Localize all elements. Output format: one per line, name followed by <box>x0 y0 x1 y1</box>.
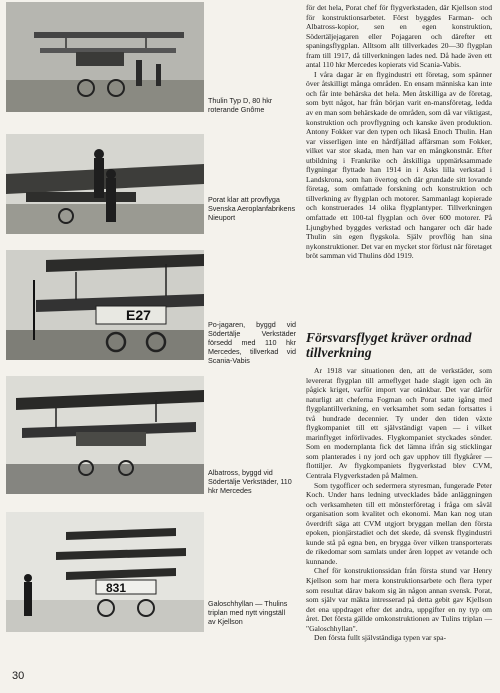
paragraph: I våra dagar är en flygindustri ett företag, som spänner över åtskilligt många områden. En ensam människa kan inte och får inte behärska det hela. Men åtskilliga av de företag, som bytt något, har från början varit en-mansföretag, ledda av en man som behärskade de områden, som då var viktigast, konstruktion och provflygning och kanske även produktion. Antony Fokker var den typen och likaså Enoch Thulin. Han var visserligen inte en hårdfjällad affärsman som Fokker, vilket var stor skada, men han var en mångkonstnär. Efter utbildning i Frankrike och åtskilliga uppmärksammade flygningar flyttade han 1914 in i Asks lilla verkstad i Landskrona, som han övertog och där grundade sitt lovande företag, som omfattade forskning och konstruktion och tillverkning av flygplan och motorer. Sammanlagt kopierade och konstruerades 14 olika flygplantyper. Tillverkningen omfattade ett 100-tal flygplan och över 600 motorer. På Ljungbyhed byggdes verkstad och hangarer och där hade Thulin sin egen flygskola. Själv provflög han sina nykonstruktioner. Det var en mycket stor förlust när företaget bröt samman vid Thulins död 1919. <box>306 69 492 261</box>
photo-thulin-typ-d <box>6 2 204 112</box>
biplane-photo-2 <box>6 134 204 234</box>
biplane-photo-1 <box>6 2 204 112</box>
section-heading: Försvarsflyget kräver ordnad tillverkning <box>306 330 472 360</box>
paragraph: för det hela, Porat chef för flygverkstaden, där Kjellson stod för konstruktionsarbetet. Först byggdes Farman- och Albatross-kopior, sen en egen konstruktion, Södertäljejagaren eller Pojagaren och därefter ett spaningsflygplan. Alltsom allt tillverkades 20—30 flygplan fram till 1917, då tillverkningen lades ned. Då hade även ett antal 110 hkr Mercedes kopierats vid Scania-Vabis. <box>306 3 492 70</box>
biplane-photo-3 <box>6 250 204 360</box>
biplane-photo-4 <box>6 376 204 494</box>
caption-2: Porat klar att provflyga Svenska Aeroplanfabrikens Nieuport <box>208 195 296 222</box>
article-column-bottom <box>306 366 492 643</box>
caption-1: Thulin Typ D, 80 hkr roterande Gnôme <box>208 96 273 114</box>
paragraph: Chef för konstruktionssidan från första stund var Henry Kjellson som har mera konstruktionsarbete och flera typer som resultat därav bakom sig än någon annan svensk. Porat, som själv var mäkta intresserad på detta gebit gav Kjellson det ena uppdraget efter det andra, uppgifter en ny typ om året. Det första gällde omkonstruktionen av Tulins triplan — "Galoschhyllan". <box>306 566 492 633</box>
svg-text:831: 831 <box>106 581 127 595</box>
svg-text:E27: E27 <box>126 307 151 323</box>
paragraph: Ar 1918 var situationen den, att de verkstäder, som levererat flygplan till armeflyget hade slagit igen och än pågick kriget, varför import var otänkbar. Det var därför naturligt att cheferna Fogman och Porat satte igång med flygplantillverkning, en verksamhet som sedan fortsattes i två hundrade decennier. Ty under den tiden växte flygkompaniet till ett självständigt vapen — i vilket marinflyget införlivades. Flygkompaniet styckades sönder. Som en modernplanta fick det lämna ifrån sig sticklingar som planterades i ny jord och gav upphov till flygkårer — flottiljer. Av flygkompaniets flygverkstad blev CVM, Centrala Flygverkstaden på Malmen. <box>306 366 492 481</box>
article-column-top <box>306 3 492 261</box>
caption-5: Galoschhyllan — Thulins triplan med nytt vingställ av Kjellson <box>208 599 288 626</box>
page-number: 30 <box>12 670 25 682</box>
photo-porat-nieuport <box>6 134 204 234</box>
photo-galoschhyllan <box>6 512 204 632</box>
photo-albatross <box>6 376 204 494</box>
triplane-photo-5 <box>6 512 204 632</box>
photo-po-jagaren <box>6 250 204 360</box>
paragraph: Den första fullt självständiga typen var spa- <box>314 633 447 643</box>
caption-4: Albatross, byggd vid Södertälje Verkstäder, 110 hkr Mercedes <box>208 468 292 495</box>
caption-3: Po-jagaren, byggd vid Södertälje Verkstäder försedd med 110 hkr Mercedes, tillverkad vid Scania-Vabis <box>208 320 296 365</box>
paragraph: Som tygofficer och sedermera styresman, fungerade Peter Koch. Under hans ledning utvecklades både anläggningen och verksamheten till ett mönsterföretag i fråga om såväl organisation som kvalitet och ekonomi. Man kan nog utan överdrift säga att CVM utgjort bryggan mellan den första epoken, pionjärstadiet och det skede, då svensk flygindustri kunde stå på egna ben, en brygga över vilken transporterats de rikedomar som samlats under åren loppet av vetande och kunnande. <box>306 480 492 566</box>
